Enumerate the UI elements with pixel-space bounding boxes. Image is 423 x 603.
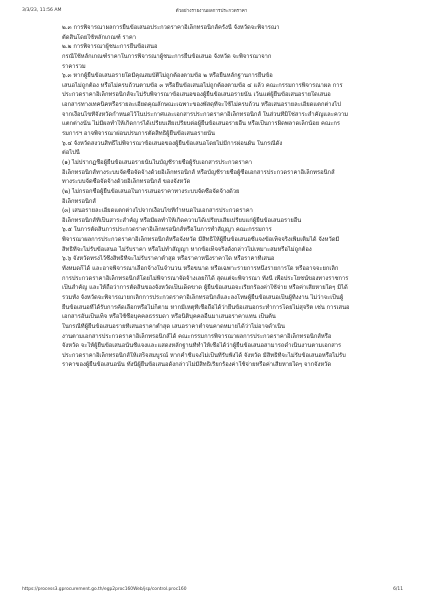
text-line: จังหวัด จะให้ผู้ยื่นข้อเสนอนั้นชี้แจงและแสดงหลักฐานที่ทำให้เชื่อได้ว่าผู้ยื่นข้อเสนอสามารถดำเนินงานตามเอกสาร [62,343,342,350]
text-line: ทางระบบจัดซื้อจัดจ้างด้วยอิเล็กทรอนิกส์ ของจังหวัด [62,179,191,186]
text-line: ตัดสินโดยใช้หลักเกณฑ์ ราคา [62,34,136,41]
text-line: ทั้งหมดก็ได้ และอาจพิจารณาเลือกจ้างในจำนวน หรือขนาด หรือเฉพาะรายการหนึ่งรายการใด หรืออาจจะยกเลิก [62,266,339,273]
text-line: การประกวดราคาอิเล็กทรอนิกส์โดยไม่พิจารณาจัดจ้างเลยก็ได้ สุดแต่จะพิจารณา ทั้งนี้ เพื่อประโยชน์ของทางราชการ [62,275,349,282]
text-line: ในกรณีที่ผู้ยื่นข้อเสนอรายที่เสนอราคาต่ำสุด เสนอราคาต่ำจนคาดหมายได้ว่าไม่อาจดำเนิน [62,323,286,330]
text-line: ต่อไปนี้ [62,150,80,157]
text-line: จากเงื่อนไขที่จังหวัดกำหนดไว้ในประกาศและเอกสารประกวดราคาอิเล็กทรอนิกส์ ในส่วนที่มิใช่สาระสำคัญและความ [62,111,349,118]
text-line: พิจารณาผลการประกวดราคาอิเล็กทรอนิกส์หรือจังหวัด มีสิทธิให้ผู้ยื่นข้อเสนอชี้แจงข้อเท็จจริงเพิ่มเติมได้ จังหวัดมี [62,237,340,244]
text-line: สิทธิที่จะไม่รับข้อเสนอ ไม่รับราคา หรือไม่ทำสัญญา หากข้อเท็จจริงดังกล่าวไม่เหมาะสมหรือไม่ถูกต้อง [62,246,312,253]
text-line: อิเล็กทรอนิกส์ [62,198,96,205]
text-line: (๑) ไม่ปรากฏชื่อผู้ยื่นข้อเสนอรายนั้นในบัญชีรายชื่อผู้รับเอกสารประกวดราคา [62,159,253,166]
page-url: https://process3.gprocurement.go.th/egp2proc160Web/jsp/control.proc160 [22,587,187,592]
text-line: ยื่นข้อเสนอที่ได้รับการคัดเลือกหรือไม่ก็ตาม หากมีเหตุที่เชื่อถือได้ว่ายื่นข้อเสนอกระทำการโดยไม่สุจริต เช่น การเสนอ [62,304,350,311]
page-number: 6/11 [393,587,403,592]
print-datetime: 3/3/23, 11:56 AM [22,8,62,13]
text-line: ๒.๓ การพิจารณาผลการยื่นข้อเสนอประกวดราคาอิเล็กทรอนิกส์ครั้งนี้ จังหวัดจะพิจารณา [62,25,280,31]
text-line: อิเล็กทรอนิกส์ทางระบบจัดซื้อจัดจ้างด้วยอิเล็กทรอนิกส์ หรือบัญชีรายชื่อผู้ซื้อเอกสารประกวดราคาอิเล็กทรอนิกส์ [62,169,335,176]
text-line: เอกสารทางเทคนิคหรือรายละเอียดคุณลักษณะเฉพาะของพัสดุที่จะใช้ไม่ครบถ้วน หรือเสนอรายละเอียดแตกต่างไป [62,102,341,109]
text-line: ๖.๔ จังหวัดสงวนสิทธิ์ไม่พิจารณาข้อเสนอของผู้ยื่นข้อเสนอโดยไม่มีการผ่อนผัน ในกรณีดัง [62,140,283,147]
text-line: เอกสารอันเป็นเท็จ หรือใช้ชื่อบุคคลธรรมดา หรือนิติบุคคลอื่นมาเสนอราคาแทน เป็นต้น [62,314,276,321]
text-line: ประกวดราคาอิเล็กทรอนิกส์ให้เสร็จสมบูรณ์ หากคำชี้แจงไม่เป็นที่รับฟังได้ จังหวัด มีสิทธิที่จะไม่รับข้อเสนอหรือไม่รับ [62,352,346,359]
page-footer [0,587,423,597]
text-line: อิเล็กทรอนิกส์ที่เป็นสาระสำคัญ หรือมีผลทำให้เกิดความได้เปรียบเสียเปรียบแก่ผู้ยื่นข้อเสนอรายอื่น [62,217,302,224]
text-line: ๖.๓ หากผู้ยื่นข้อเสนอรายใดมีคุณสมบัติไม่ถูกต้องตามข้อ ๒ หรือยื่นหลักฐานการยื่นข้อ [62,73,273,80]
text-line: ๖.๕ ในการตัดสินการประกวดราคาอิเล็กทรอนิกส์หรือในการทำสัญญา คณะกรรมการ [62,227,272,234]
text-line: รมการฯ อาจพิจารณาผ่อนปรนการตัดสิทธิผู้ยื่นข้อเสนอรายนั้น [62,131,216,138]
text-line: รวมทั้ง จังหวัดจะพิจารณายกเลิกการประกวดราคาอิเล็กทรอนิกส์และลงโทษผู้ยื่นข้อเสนอเป็นผู้ทิ้งงาน ไม่ว่าจะเป็นผู้ [62,294,344,301]
page-header [0,6,423,16]
text-line: ราคารวม [62,63,86,70]
text-line: ๖.๖ จังหวัดทรงไว้ซึ่งสิทธิที่จะไม่รับราคาต่ำสุด หรือราคาหนึ่งราคาใด หรือราคาที่เสนอ [62,256,275,263]
text-line: เสนอไม่ถูกต้อง หรือไม่ครบถ้วนตามข้อ ๓ หรือยื่นข้อเสนอไม่ถูกต้องตามข้อ ๔ แล้ว คณะกรรมการพิจารณาผล การ [62,82,343,89]
text-line: ประกวดราคาอิเล็กทรอนิกส์จะไม่รับพิจารณาข้อเสนอของผู้ยื่นข้อเสนอรายนั้น เว้นแต่ผู้ยื่นข้อเสนอรายใดเสนอ [62,92,331,99]
text-line: เป็นสำคัญ และให้ถือว่าการตัดสินของจังหวัดเป็นเด็ดขาด ผู้ยื่นข้อเสนอจะเรียกร้องค่าใช้จ่าย หรือค่าเสียหายใดๆ มิได้ [62,285,348,292]
text-line: (๒) ไม่กรอกชื่อผู้ยื่นข้อเสนอในการเสนอราคาทางระบบจัดซื้อจัดจ้างด้วย [62,188,240,195]
text-line: (๓) เสนอรายละเอียดแตกต่างไปจากเงื่อนไขที่กำหนดในเอกสารประกวดราคา [62,208,253,215]
text-line: ราคาของผู้ยื่นข้อเสนอนั้น ทั้งนี้ผู้ยื่นข้อเสนอดังกล่าวไม่มีสิทธิเรียกร้องค่าใช้จ่ายหรือค่าเสียหายใดๆ จากจังหวัด [62,362,332,369]
document-body [62,24,378,371]
page-title: ตัวอย่างรายงานผลการประกวดราคา [175,9,248,14]
text-line: งานตามเอกสารประกวดราคาอิเล็กทรอนิกส์ได้ คณะกรรมการพิจารณาผลการประกวดราคาอิเล็กทรอนิกส์หรือ [62,333,332,340]
text-line: กรณีใช้หลักเกณฑ์ราคาในการพิจารณาผู้ชนะการยื่นข้อเสนอ จังหวัด จะพิจารณาจาก [62,53,272,60]
text-line: แตกต่างนั้น ไม่มีผลทำให้เกิดการได้เปรียบเสียเปรียบต่อผู้ยื่นข้อเสนอรายอื่น หรือเป็นการผิดพลาดเล็กน้อย คณะกร [62,121,340,128]
text-line: ๒.๒ การพิจารณาผู้ชนะการยื่นข้อเสนอ [62,44,158,51]
